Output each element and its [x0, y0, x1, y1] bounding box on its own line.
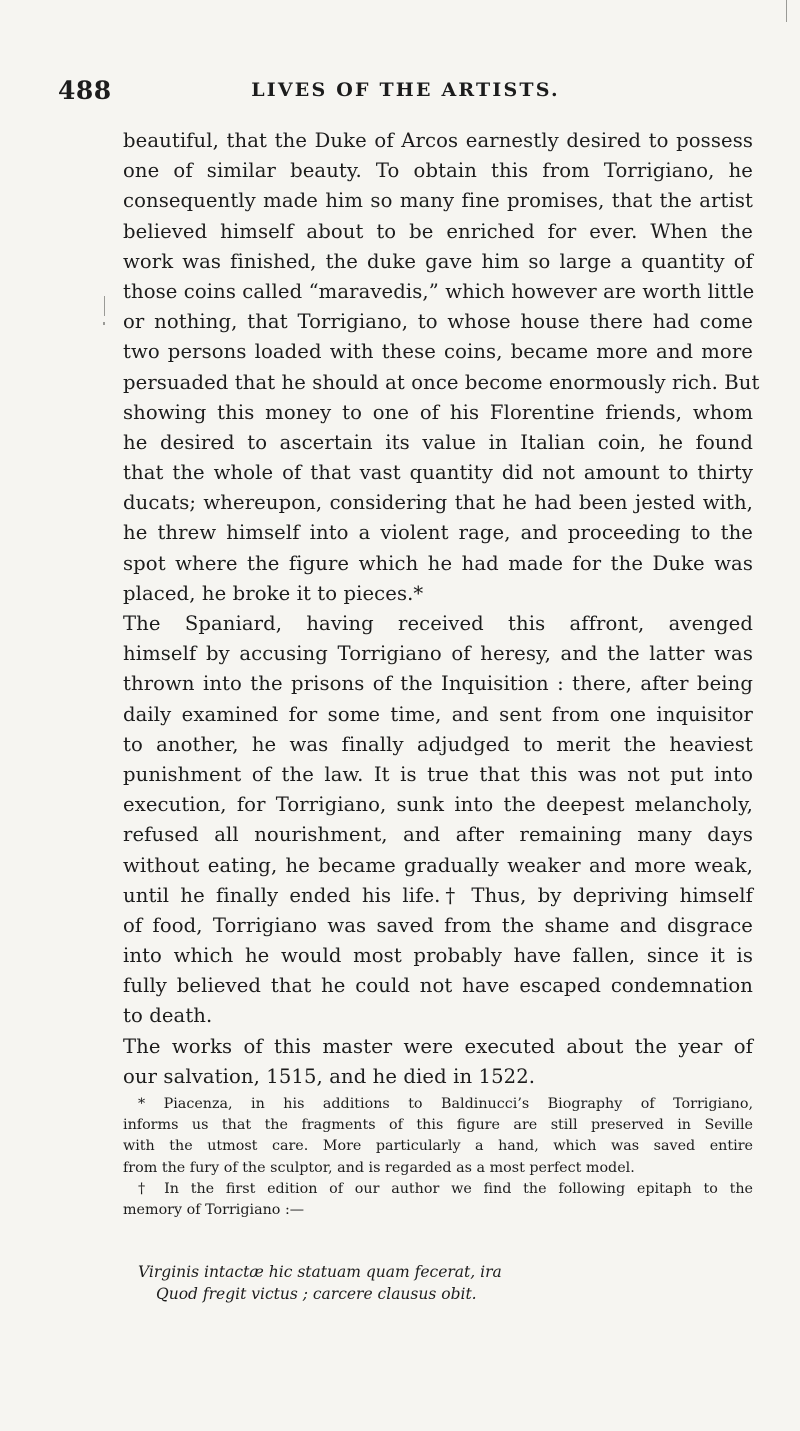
- text-line: fully believed that he could not have escaped condemnation: [123, 974, 753, 998]
- text-line: to another, he was finally adjudged to merit the heaviest: [123, 732, 753, 756]
- footnote-line: informs us that the fragments of this figure are still preserved in Seville: [123, 1117, 753, 1134]
- text-line: or nothing, that Torrigiano, to whose house there had come: [123, 310, 753, 334]
- text-line: The works of this master were executed about the year of: [123, 1034, 753, 1058]
- margin-mark: [104, 296, 105, 316]
- text-line: those coins called “maravedis,” which however are worth little: [123, 279, 755, 303]
- footnote-line: * Piacenza, in his additions to Baldinucci’s Biography of Torrigiano,: [138, 1096, 753, 1112]
- text-line: daily examined for some time, and sent from one inquisitor: [123, 702, 753, 726]
- running-title: LIVES OF THE ARTISTS.: [251, 79, 560, 101]
- text-line: ducats; whereupon, considering that he had been jested with,: [123, 491, 753, 515]
- text-line: our salvation, 1515, and he died in 1522.: [123, 1064, 536, 1088]
- page-number: 488: [58, 76, 112, 105]
- text-line: placed, he broke it to pieces.*: [123, 581, 424, 605]
- text-line: he threw himself into a violent rage, and proceeding to the: [123, 521, 753, 545]
- text-line: to death.: [123, 1004, 213, 1028]
- text-line: execution, for Torrigiano, sunk into the deepest melancholy,: [123, 793, 753, 817]
- text-line: punishment of the law. It is true that this was not put into: [123, 762, 753, 786]
- text-line: persuaded that he should at once become enormously rich. But: [123, 370, 760, 394]
- text-line: believed himself about to be enriched for ever. When the: [123, 219, 753, 243]
- text-line: into which he would most probably have fallen, since it is: [123, 944, 753, 968]
- footnote-line: memory of Torrigiano :—: [123, 1201, 305, 1218]
- text-line: thrown into the prisons of the Inquisition : there, after being: [123, 672, 753, 696]
- margin-mark: [786, 0, 787, 22]
- text-line: refused all nourishment, and after remaining many days: [123, 823, 753, 847]
- text-line: two persons loaded with these coins, became more and more: [123, 340, 753, 364]
- text-line: himself by accusing Torrigiano of heresy, and the latter was: [123, 642, 753, 666]
- text-line: showing this money to one of his Florentine friends, whom: [123, 400, 753, 424]
- footnote-line: with the utmost care. More particularly a hand, which was saved entire: [123, 1138, 753, 1155]
- footnotes: [123, 1094, 753, 1221]
- epitaph: [138, 1262, 698, 1305]
- text-line: beautiful, that the Duke of Arcos earnestly desired to possess: [123, 129, 753, 152]
- margin-mark: [103, 322, 105, 325]
- body-text: [123, 126, 760, 1092]
- text-line: without eating, he became gradually weaker and more weak,: [123, 853, 753, 877]
- page-header: [58, 76, 753, 116]
- epitaph-line: Quod fregit victus ; carcere clausus obit.: [156, 1284, 477, 1303]
- text-line: one of similar beauty. To obtain this from Torrigiano, he: [123, 159, 753, 183]
- text-line: consequently made him so many fine promises, that the artist: [123, 189, 753, 213]
- epitaph-line: Virginis intactæ hic statuam quam fecerat, ira: [138, 1263, 502, 1281]
- text-line: of food, Torrigiano was saved from the shame and disgrace: [123, 913, 753, 937]
- footnote-line: from the fury of the sculptor, and is regarded as a most perfect model.: [123, 1159, 635, 1176]
- text-line: The Spaniard, having received this affront, avenged: [123, 612, 753, 635]
- text-line: he desired to ascertain its value in Italian coin, he found: [123, 430, 753, 454]
- footnote-line: † In the first edition of our author we find the following epitaph to the: [138, 1180, 753, 1197]
- text-line: spot where the figure which he had made for the Duke was: [123, 551, 753, 575]
- text-line: until he finally ended his life.† Thus, by depriving himself: [123, 883, 753, 907]
- text-line: that the whole of that vast quantity did not amount to thirty: [123, 461, 753, 485]
- text-line: work was finished, the duke gave him so large a quantity of: [123, 249, 753, 273]
